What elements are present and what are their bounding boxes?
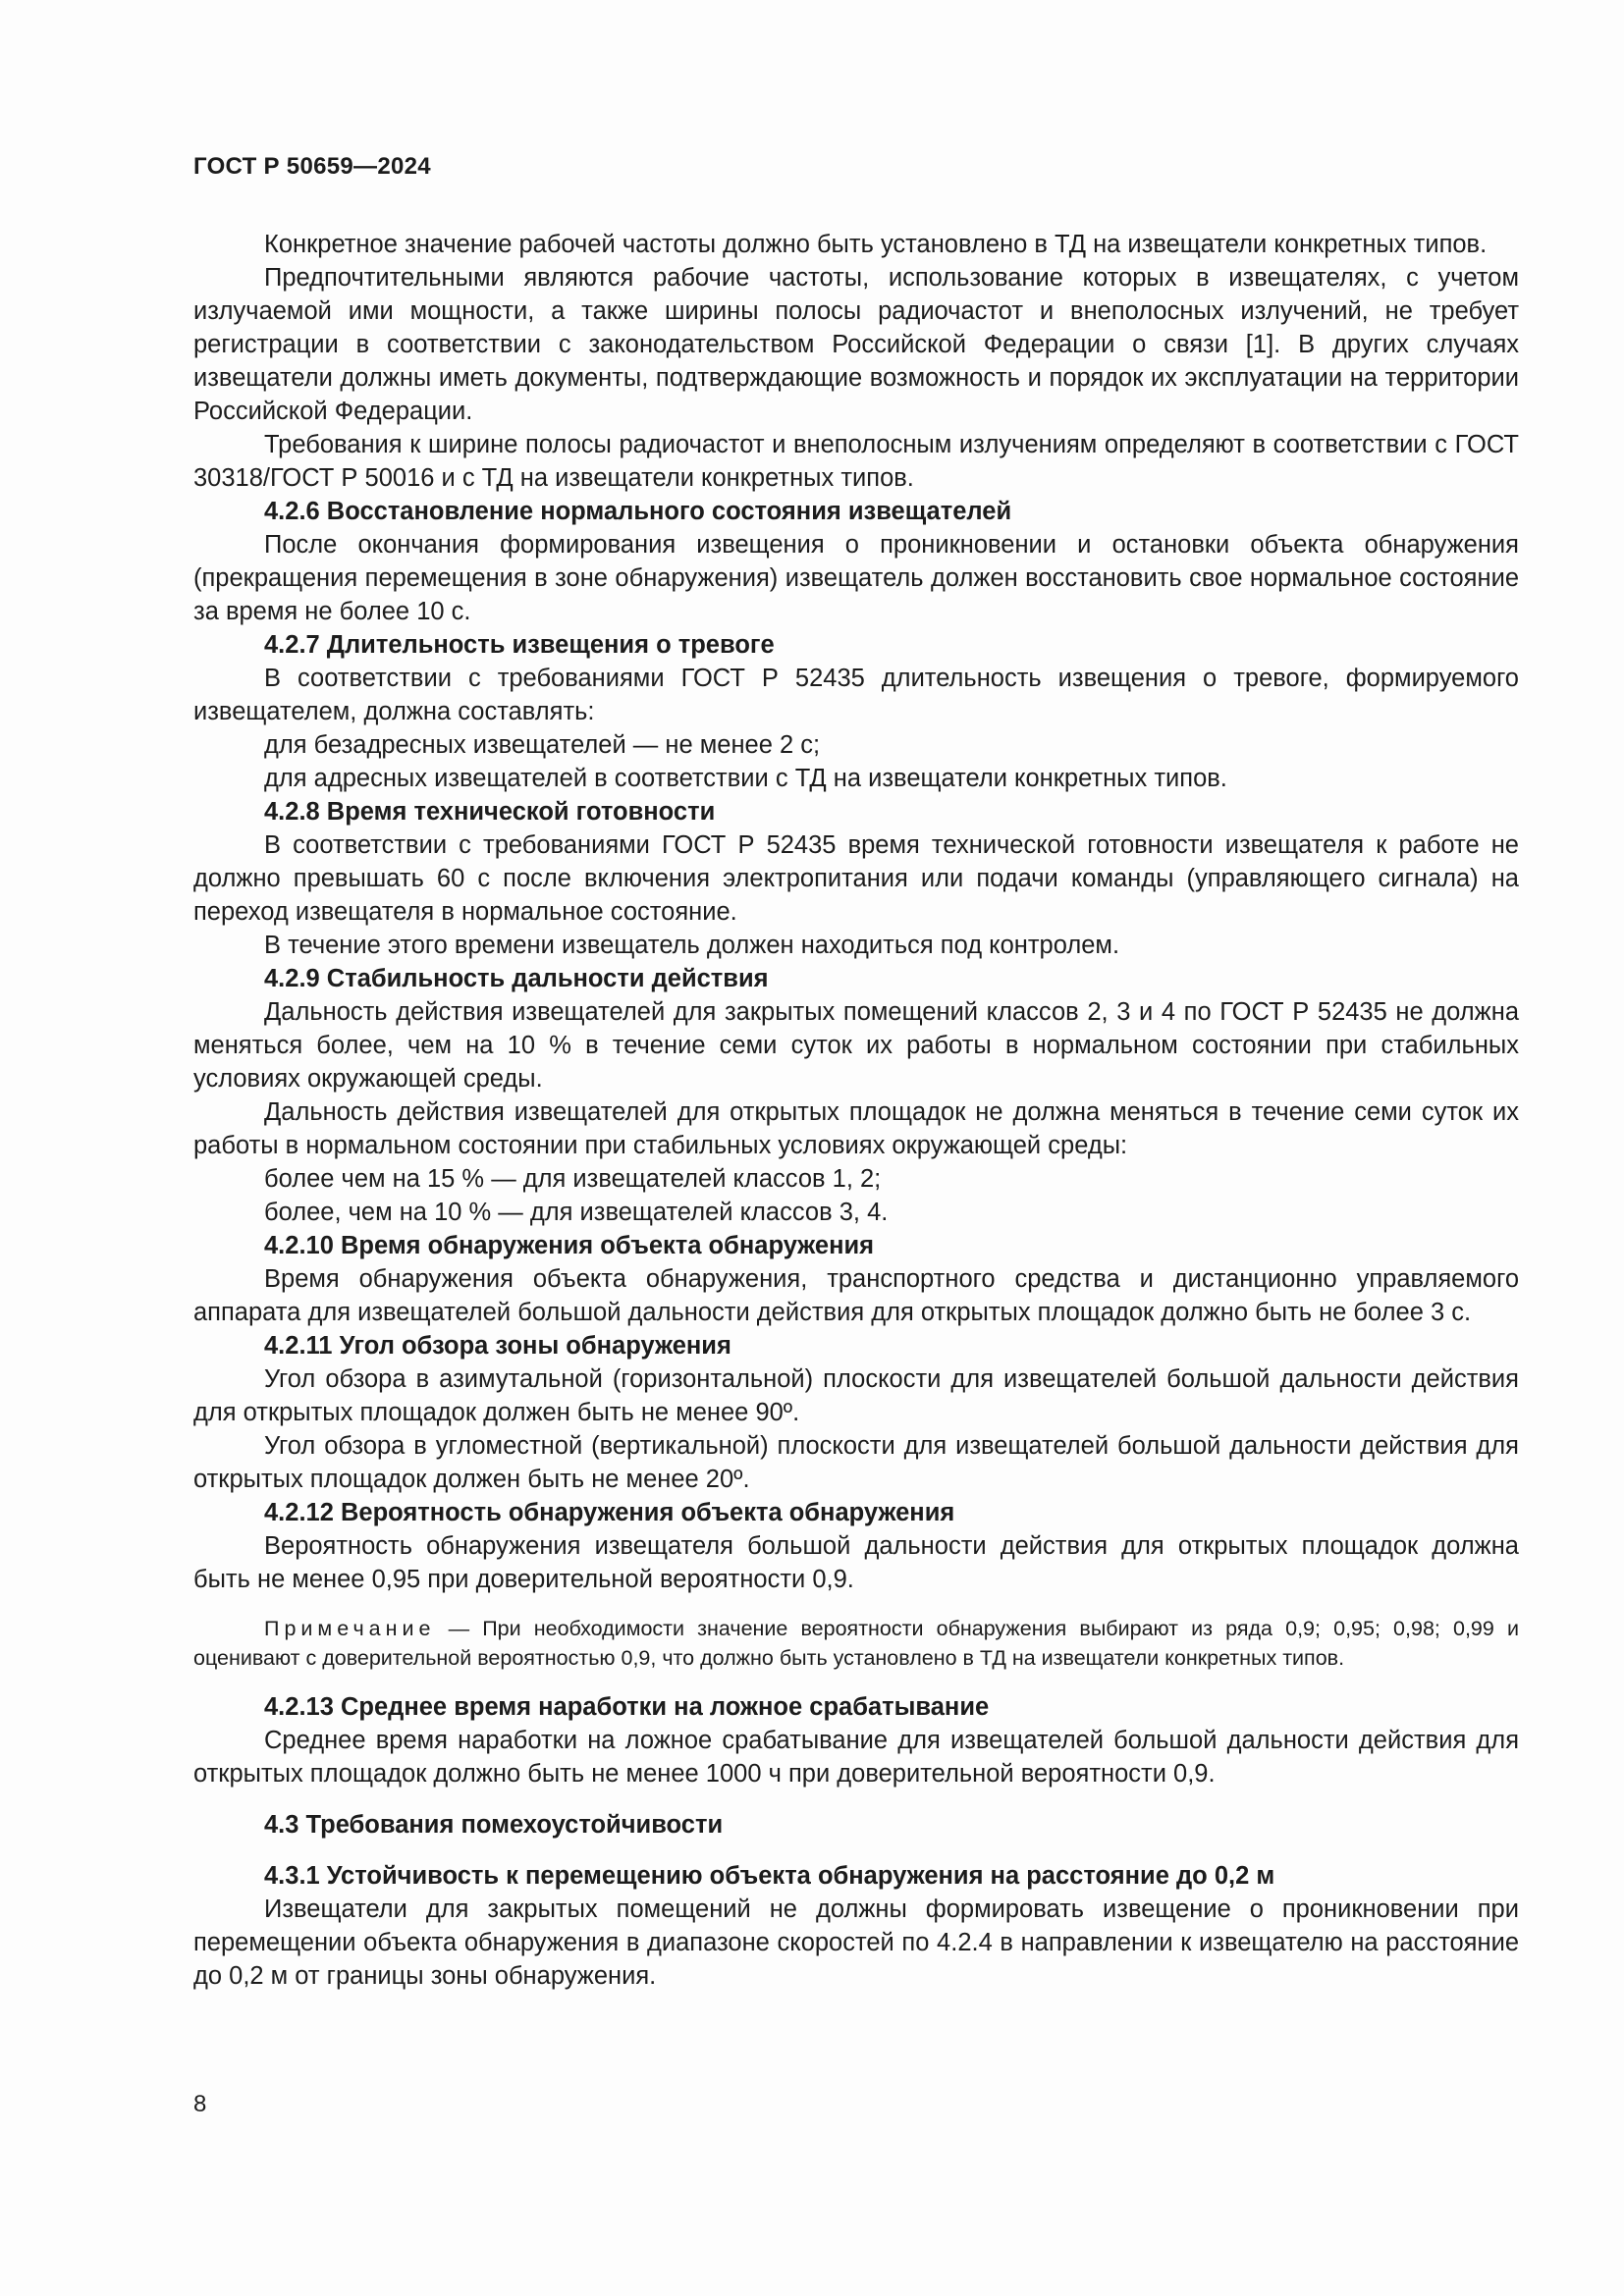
paragraph: Среднее время наработки на ложное срабатывание для извещателей большой дальности действия для открытых площадок должно быть не менее 1000 ч при доверительной вероятности 0,9. <box>193 1727 1519 1788</box>
paragraph: Требования к ширине полосы радиочастот и внеполосным излучениям определяют в соответствии с ГОСТ 30318/ГОСТ Р 50016 и с ТД на извещатели конкретных типов. <box>193 431 1519 492</box>
section-heading-4-2-6: 4.2.6 Восстановление нормального состояния извещателей <box>264 498 1012 525</box>
list-item: более чем на 15 % — для извещателей классов 1, 2; <box>264 1165 882 1193</box>
page-number: 8 <box>193 2091 207 2117</box>
section-heading-4-3: 4.3 Требования помехоустойчивости <box>264 1811 724 1839</box>
paragraph: Дальность действия извещателей для открытых площадок не должна меняться в течение семи суток их работы в нормальном состоянии при стабильных условиях окружающей среды: <box>193 1098 1519 1159</box>
paragraph: В соответствии с требованиями ГОСТ Р 52435 время технической готовности извещателя к работе не должно превышать 60 с после включения электропитания или подачи команды (управляющего сигнала) на переход извещателя в нормальное состояние. <box>193 831 1519 926</box>
paragraph: Угол обзора в угломестной (вертикальной) плоскости для извещателей большой дальности действия для открытых площадок должен быть не менее 20º. <box>193 1432 1519 1493</box>
paragraph: В соответствии с требованиями ГОСТ Р 52435 длительность извещения о тревоге, формируемого извещателем, должна составлять: <box>193 665 1519 725</box>
paragraph: После окончания формирования извещения о проникновении и остановки объекта обнаружения (прекращения перемещения в зоне обнаружения) извещатель должен восстановить свое нормальное состояние за время не более 10 с. <box>193 531 1519 625</box>
paragraph: Извещатели для закрытых помещений не должны формировать извещение о проникновении при перемещении объекта обнаружения в диапазоне скоростей по 4.2.4 в направлении к извещателю на расстояние до 0,2 м от границы зоны обнаружения. <box>193 1896 1519 1990</box>
list-item: более, чем на 10 % — для извещателей классов 3, 4. <box>264 1199 889 1226</box>
section-heading-4-2-12: 4.2.12 Вероятность обнаружения объекта обнаружения <box>264 1499 955 1526</box>
note-text: — При необходимости значение вероятности обнаружения выбирают из ряда 0,9; 0,95; 0,98; 0,99 и оценивают с доверительной вероятностью 0,9, что должно быть установлено в ТД на извещатели конкретных типов. <box>193 1617 1519 1670</box>
paragraph: Угол обзора в азимутальной (горизонтальной) плоскости для извещателей большой дальности действия для открытых площадок должен быть не менее 90º. <box>193 1365 1519 1426</box>
paragraph: В течение этого времени извещатель должен находиться под контролем. <box>264 932 1120 959</box>
paragraph: Время обнаружения объекта обнаружения, транспортного средства и дистанционно управляемого аппарата для извещателей большой дальности действия для открытых площадок должно быть не более 3 с. <box>193 1265 1519 1326</box>
paragraph: Конкретное значение рабочей частоты должно быть установлено в ТД на извещатели конкретных типов. <box>264 231 1488 258</box>
section-heading-4-2-8: 4.2.8 Время технической готовности <box>264 798 716 826</box>
paragraph: Предпочтительными являются рабочие частоты, использование которых в извещателях, с учетом излучаемой ими мощности, а также ширины полосы радиочастот и внеполосных излучений, не требует регистрации в соответствии с законодательством Российской Федерации о связи [1]. В других случаях извещатели должны иметь документы, подтверждающие возможность и порядок их эксплуатации на территории Российской Федерации. <box>193 264 1519 425</box>
section-heading-4-2-7: 4.2.7 Длительность извещения о тревоге <box>264 631 775 659</box>
spacer <box>193 1790 1519 1808</box>
section-heading-4-2-9: 4.2.9 Стабильность дальности действия <box>264 965 769 992</box>
note-label: Примечание <box>264 1617 436 1640</box>
section-heading-4-2-10: 4.2.10 Время обнаружения объекта обнаружения <box>264 1232 875 1259</box>
paragraph: Дальность действия извещателей для закрытых помещений классов 2, 3 и 4 по ГОСТ Р 52435 не должна меняться более, чем на 10 % в течение семи суток их работы в нормальном состоянии при стабильных условиях окружающей среды. <box>193 998 1519 1093</box>
page-header: ГОСТ Р 50659—2024 <box>193 153 431 180</box>
section-heading-4-2-11: 4.2.11 Угол обзора зоны обнаружения <box>264 1332 731 1360</box>
note <box>193 1614 1519 1673</box>
list-item: для безадресных извещателей — не менее 2 с; <box>264 731 821 759</box>
section-heading-4-2-13: 4.2.13 Среднее время наработки на ложное срабатывание <box>264 1693 990 1721</box>
document-body <box>193 228 1519 1993</box>
list-item: для адресных извещателей в соответствии с ТД на извещатели конкретных типов. <box>264 765 1227 792</box>
paragraph: Вероятность обнаружения извещателя большой дальности действия для открытых площадок должна быть не менее 0,95 при доверительной вероятности 0,9. <box>193 1532 1519 1593</box>
spacer <box>193 1842 1519 1859</box>
section-heading-4-3-1: 4.3.1 Устойчивость к перемещению объекта обнаружения на расстояние до 0,2 м <box>264 1862 1275 1890</box>
